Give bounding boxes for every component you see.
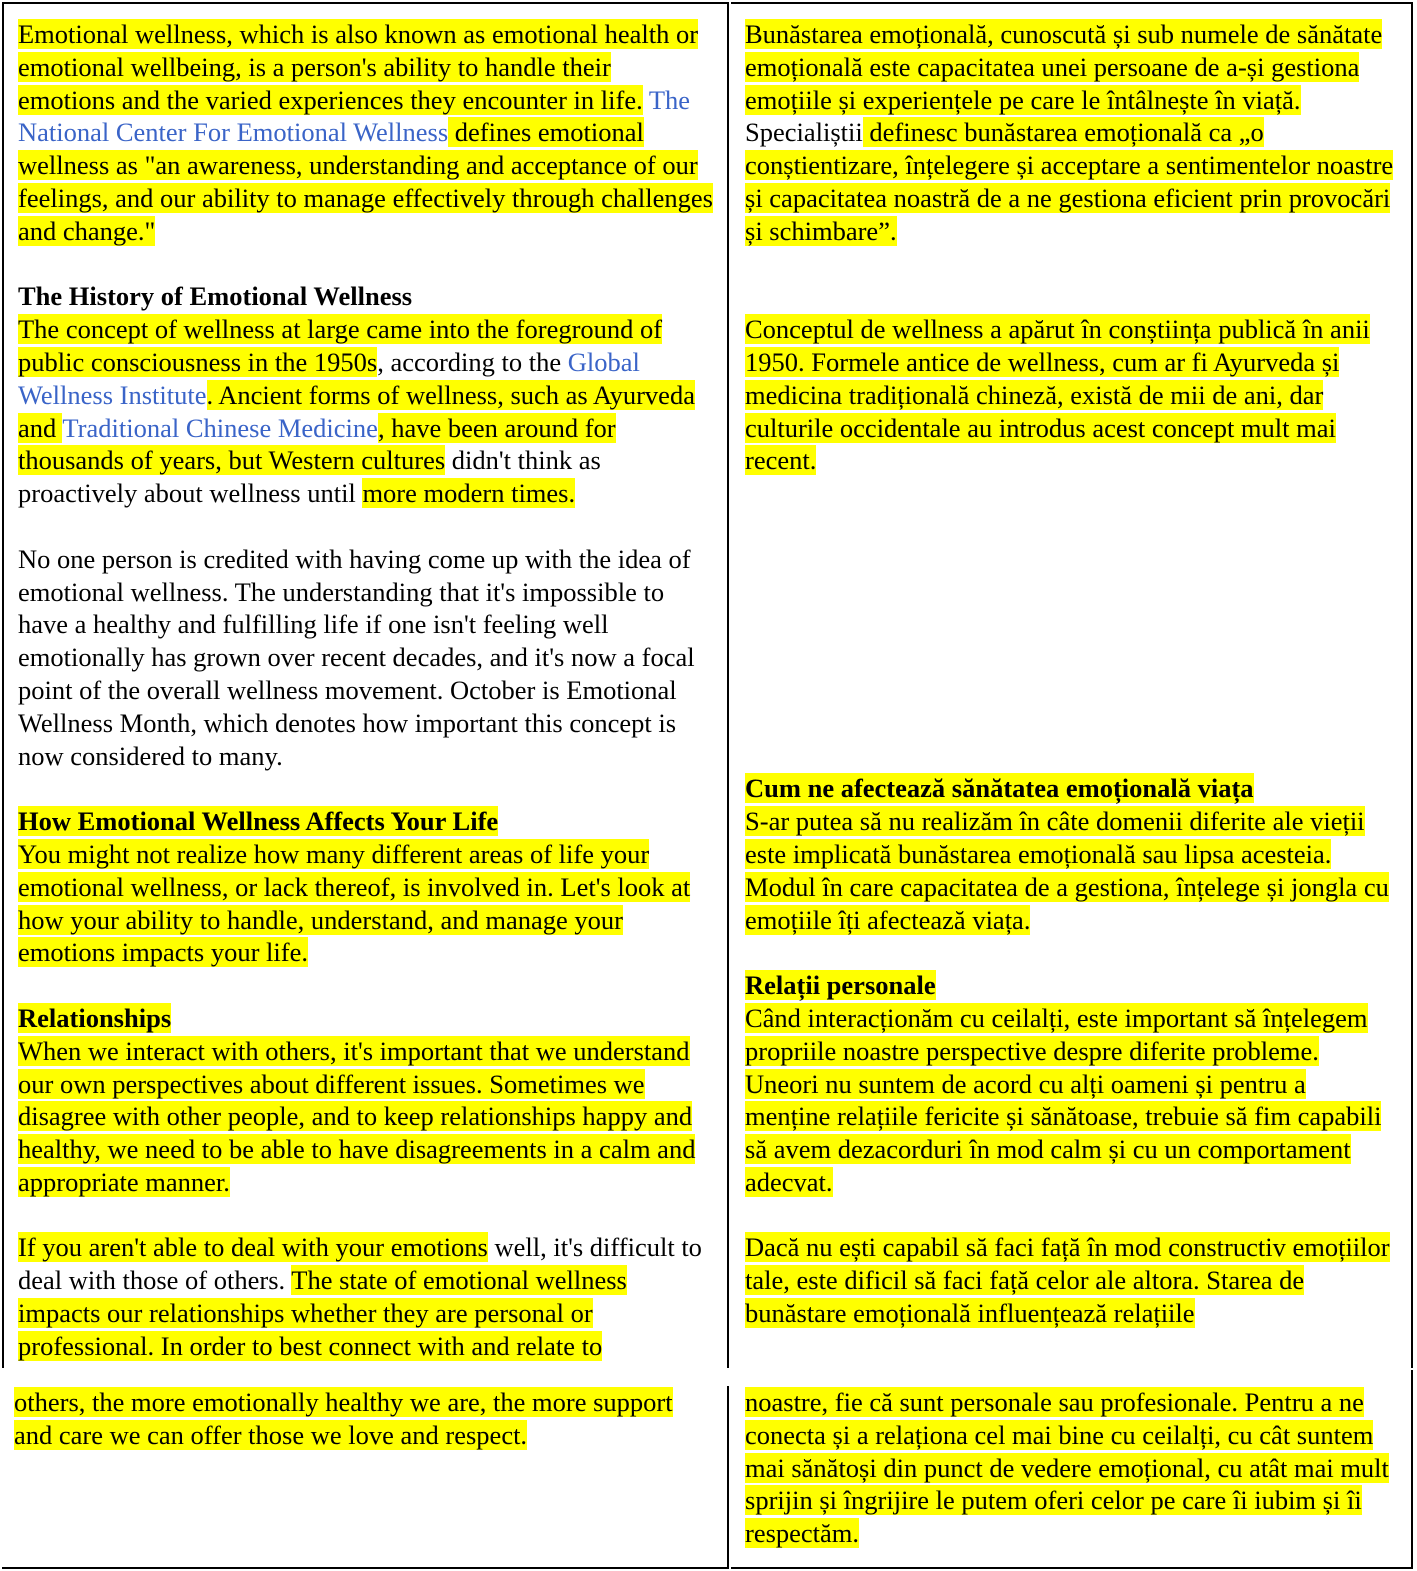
highlighted-text: . Ancient forms of wellness, such as Ayurveda and bbox=[18, 379, 695, 443]
affects-paragraph-en bbox=[18, 838, 713, 969]
relationships-heading-en bbox=[18, 1002, 713, 1035]
highlighted-text: more modern times. bbox=[362, 478, 576, 509]
romanian-column-top bbox=[731, 2, 1413, 1368]
continuation-paragraph-en bbox=[14, 1386, 713, 1452]
page-break-gap bbox=[0, 1370, 731, 1386]
highlighted-text: The concept of wellness at large came into the foreground of public consciousness in the 1950s bbox=[18, 314, 663, 377]
affects-heading-en bbox=[18, 805, 713, 838]
romanian-column-bottom bbox=[731, 1370, 1413, 1569]
relationships-paragraph-ro bbox=[745, 1002, 1397, 1199]
highlighted-text: Când interacționăm cu ceilalți, este important să înțelegem propriile noastre perspective despre diferite probleme. Uneori nu suntem de acord cu alți oameni și pentru a menține relațiile fericite și sănătoase, trebuie să fim capabili să avem dezacorduri în mod calm și cu un comportament adecvat. bbox=[745, 1002, 1382, 1197]
highlighted-text: others, the more emotionally healthy we are, the more support and care we can offer those we love and respect. bbox=[14, 1387, 673, 1450]
affects-heading-ro bbox=[745, 772, 1397, 805]
highlighted-text: If you aren't able to deal with your emotions bbox=[18, 1232, 488, 1263]
history-paragraph-en bbox=[18, 313, 713, 510]
highlighted-text: defines emotional wellness as "an awareness, understanding and acceptance of our feelings, and our ability to manage effectively through challenges and change." bbox=[18, 117, 713, 246]
plain-text: Specialiștii bbox=[745, 117, 863, 148]
highlighted-text: noastre, fie că sunt personale sau profesionale. Pentru a ne conecta și a relaționa cel mai bine cu ceilalți, cu cât suntem mai sănătoși din punct de vedere emoțional, cu atât mai mult sprijin și îngrijire le putem oferi celor pe care îi iubim și îi respectăm. bbox=[745, 1387, 1389, 1549]
highlighted-text: în mod constructiv emoțiilor tale, este dificil să faci față celor ale altora. Starea de bunăstare emoțională influențează relațiile bbox=[745, 1232, 1390, 1329]
highlighted-text: Relații personale bbox=[745, 970, 936, 1001]
english-column-top bbox=[2, 2, 729, 1368]
emotions-paragraph-en bbox=[18, 1231, 713, 1362]
highlighted-text: Dacă nu ești capabil să faci față bbox=[745, 1232, 1081, 1263]
tcm-link[interactable]: Traditional Chinese Medicine bbox=[62, 412, 378, 443]
plain-text: didn't think as proactively about wellness until bbox=[18, 445, 601, 509]
continuation-paragraph-ro bbox=[745, 1386, 1397, 1550]
gwi-link[interactable]: Global Wellness Institute bbox=[18, 346, 640, 410]
history-paragraph-ro bbox=[745, 313, 1397, 477]
emotions-paragraph-ro bbox=[745, 1231, 1397, 1329]
intro-paragraph-ro bbox=[745, 18, 1397, 248]
highlighted-text: is a person's ability to handle their emotions and the varied experiences they encounter in life. bbox=[18, 51, 643, 115]
origin-paragraph-en: No one person is credited with having come up with the idea of emotional wellness. The understanding that it's impossible to have a healthy and fulfilling life if one isn't feeling well emotionally has grown over recent decades, and it's now a focal point of the overall wellness movement. October is Emotional Wellness Month, which denotes how important this concept is now considered to many. bbox=[18, 543, 695, 771]
highlighted-text: How Emotional Wellness Affects Your Life bbox=[18, 806, 499, 837]
english-column-bottom bbox=[2, 1386, 729, 1569]
plain-text: well, it's difficult to deal with those of others. bbox=[18, 1232, 702, 1296]
highlighted-text: The state of emotional wellness impacts our relationships whether they are personal or professional. In order to best connect with and relate to bbox=[18, 1265, 627, 1361]
plain-text: , according to the bbox=[377, 346, 568, 377]
highlighted-text: , have been around for thousands of years, but Western cultures bbox=[18, 412, 616, 476]
affects-paragraph-ro bbox=[745, 805, 1397, 936]
highlighted-text: Conceptul de wellness a apărut în conștiința publică în anii 1950. Formele antice de wellness, cum ar fi Ayurveda și medicina tradițională chineză, există de mii de ani, dar culturile occidentale au introdus acest concept mult mai recent. bbox=[745, 314, 1370, 476]
highlighted-text: Relationships bbox=[18, 1002, 172, 1033]
ncew-link[interactable]: The National Center For Emotional Wellness bbox=[18, 84, 691, 148]
relationships-paragraph-en bbox=[18, 1035, 713, 1199]
highlighted-text: Bunăstarea emoțională, cunoscută și sub numele de sănătate emoțională bbox=[745, 19, 1383, 82]
highlighted-text: este capacitatea unei persoane de a-și gestiona emoțiile și experiențele pe care le întâlnește în viață. bbox=[745, 51, 1360, 115]
highlighted-text: S-ar putea să nu realizăm în câte domenii diferite ale vieții este implicată bunăstarea emoțională sau lipsa acesteia. Modul în care capacitatea de a gestiona, înțelege și jongla cu emoțiile îți afectează viața. bbox=[745, 806, 1389, 935]
highlighted-text: Emotional wellness, which is also known as emotional health or emotional wellbeing, bbox=[18, 19, 699, 82]
history-heading-en: The History of Emotional Wellness bbox=[18, 281, 413, 312]
intro-paragraph-en bbox=[18, 18, 713, 248]
highlighted-text: Cum ne afectează sănătatea emoțională viața bbox=[745, 773, 1254, 804]
highlighted-text: definesc bunăstarea emoțională ca „o conștientizare, înțelegere și acceptare a sentimentelor noastre și capacitatea noastră de a ne gestiona eficient prin provocări și schimbare”. bbox=[745, 117, 1394, 246]
highlighted-text: You might not realize how many different areas of life your emotional wellness, or lack thereof, is involved in. Let's look at how your ability to handle, understand, and manage your emotions impacts your life. bbox=[18, 838, 691, 968]
highlighted-text: When we interact with others, it's important that we understand our own perspectives about different issues. Sometimes we disagree with other people, and to keep relationships happy and healthy, we need to be able to have disagreements in a calm and appropriate manner. bbox=[18, 1035, 696, 1197]
relationships-heading-ro bbox=[745, 969, 1397, 1002]
